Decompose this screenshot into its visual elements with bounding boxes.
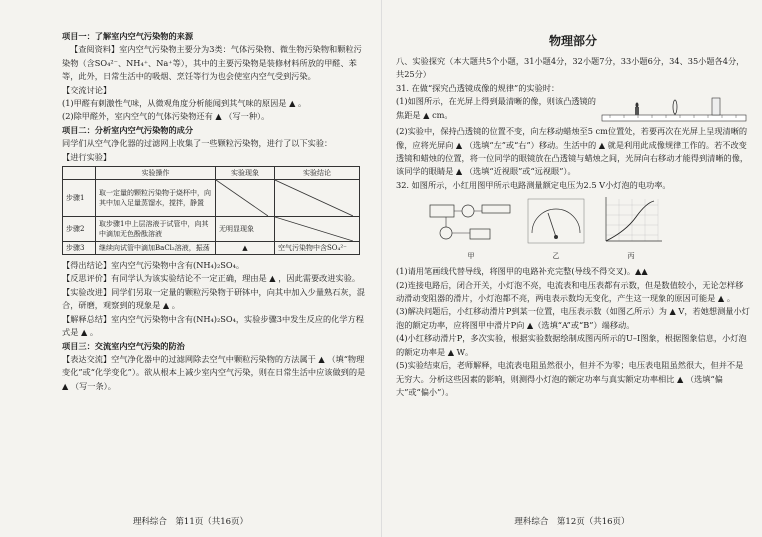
project1-info: 【查阅资料】室内空气污染物主要分为3类：气体污染物、微生物污染物和颗粒污染物（含SO₄²⁻、NH₄⁺、Na⁺等），其中的主要污染物是装修材料所放的甲醛、苯等，此外，日常生活中的吸烟、烹饪等行为也会使室内空气受到污染。 [62, 44, 362, 82]
caption-bing: 丙 [627, 252, 635, 261]
project2-improvement: 【实验改进】同学们另取一定量的颗粒污染物于研钵中，向其中加入少量熟石灰，混合，研磨，观察到的现象是 ▲ 。 [62, 286, 365, 311]
project1-q2: (2)除甲醛外，室内空气的气体污染物还有 ▲ （写一种）。 [62, 111, 270, 122]
experiment-table [62, 166, 360, 255]
section-heading: 八、实验探究（本大题共5个小题，31小题4分，32小题7分，33小题6分，34、35小题各4分，共25分） [396, 56, 745, 80]
page-footer: 理科综合 第11页（共16页） [132, 517, 249, 527]
project2-conclusion: 【得出结论】室内空气污染物中含有(NH₄)₂SO₄。 [62, 260, 245, 271]
q31-part2: (2)实验中，保持凸透镜的位置不变，向左移动蜡烛至5 cm位置处，若要再次在光屏上呈现清晰的像，应将光屏向 ▲ （选填“左”或“右”）移动。生活中的 ▲ 就是利用此成像规律工作的。若不改变透镜和蜡烛的位置，将一位同学的眼镜放在凸透镜与蜡烛之间，光屏向右移动才能得到清晰的像，该同学的眼睛是 ▲ （选填“近视眼”或“远视眼”）。 [396, 126, 749, 177]
right-page [381, 0, 762, 537]
slashed-cell [216, 180, 275, 217]
q32-part1: (1)请用笔画线代替导线，将图甲的电路补充完整(导线不得交叉)。▲▲ [396, 266, 648, 277]
slashed-cell [275, 217, 360, 242]
table-row: 步骤1 取一定量的颗粒污染物于烧杯中，向其中加入足量蒸馏水，搅拌，静置 [63, 180, 360, 217]
q32-part2: (2)连接电路后，闭合开关，小灯泡不亮，电流表和电压表都有示数，但是数值较小，无论怎样移动滑动变阻器的滑片，小灯泡都不亮，两电表示数均无变化，产生这一现象的原因可能是 ▲ 。 [396, 279, 744, 304]
table-header: 实验结论 [275, 167, 360, 180]
project2-exp-label: 【进行实验】 [62, 151, 112, 162]
figure-graph [596, 195, 666, 261]
slashed-cell [275, 180, 360, 217]
q32-part3: (3)解决问题后，小红移动滑片P到某一位置，电压表示数（如图乙所示）为 ▲ V，若她想测量小灯泡的额定功率，应将图甲中滑片P向 ▲（选填“A”或“B”）端移动。 [396, 306, 750, 330]
voltmeter-diagram [526, 195, 586, 247]
optical-bench-diagram [600, 95, 750, 125]
project2-explanation: 【解释总结】室内空气污染物中含有(NH₄)₂SO₄，实验步骤3中发生反应的化学方程式是 ▲ 。 [62, 313, 364, 338]
figure-voltmeter [526, 195, 586, 261]
ui-graph [596, 195, 666, 247]
project3-text: 【表达交流】空气净化器中的过滤网除去空气中颗粒污染物的方法属于 ▲ （填“物理变化”或“化学变化”）。欲从根本上减少室内空气污染，则在日常生活中应该做到的是 ▲ （写一条）。 [62, 353, 366, 391]
q31-part1: (1)如图所示，在光屏上得到最清晰的像，则该凸透镜的焦距是 ▲ cm。 [396, 96, 596, 120]
project1-title: 项目一：了解室内空气污染物的来源 [62, 31, 194, 41]
q32-part4: (4)小红移动滑片P，多次实验，根据实验数据绘制成图丙所示的U–I图象，根据图象信息，小灯泡的额定功率是 ▲ W。 [396, 333, 747, 357]
section-title: 物理部分 [548, 34, 597, 48]
q32-stem: 32. 如图所示，小红用图甲所示电路测量额定电压为2.5 V小灯泡的电功率。 [396, 179, 671, 190]
caption-jia: 甲 [467, 252, 475, 261]
q32-part5: (5)实验结束后，老师解释，电流表电阻虽然很小，但并不为零；电压表电阻虽然很大，但并不是无穷大。分析这些因素的影响，则测得小灯泡的额定功率与真实额定功率相比 ▲ （选填“偏大”或“偏小”）。 [396, 360, 744, 397]
table-header: 实验操作 [96, 167, 216, 180]
table-corner [63, 167, 96, 180]
page-footer: 理科综合 第12页（共16页） [514, 517, 630, 527]
figure-circuit [426, 195, 516, 261]
q32-figures [426, 195, 750, 261]
project1-q1: (1)甲醛有刺激性气味，从微观角度分析能闻到其气味的原因是 ▲ 。 [62, 98, 307, 109]
project2-intro: 同学们从空气净化器的过滤网上收集了一些颗粒污染物，进行了以下实验： [62, 138, 333, 149]
project2-title: 项目二：分析室内空气污染物的成分 [62, 124, 194, 135]
table-header: 实验现象 [216, 167, 275, 180]
caption-yi: 乙 [552, 252, 560, 261]
project2-reflection: 【反思评价】有同学认为该实验结论不一定正确，理由是 ▲ ，因此需要改进实验。 [62, 273, 361, 284]
circuit-diagram [426, 195, 516, 247]
project1-discussion: 【交流讨论】 [62, 84, 112, 95]
q31-stem: 31. 在做“探究凸透镜成像的规律”的实验时： [396, 82, 560, 93]
table-row: 步骤3 继续向试管中滴加BaCl₂溶液，振荡 ▲ 空气污染物中含SO₄²⁻ [63, 242, 360, 255]
table-row: 步骤2 取步骤1中上层溶液于试管中，向其中滴加无色酚酞溶液 无明显现象 [63, 217, 360, 242]
project3-title: 项目三：交流室内空气污染的防治 [62, 340, 185, 351]
